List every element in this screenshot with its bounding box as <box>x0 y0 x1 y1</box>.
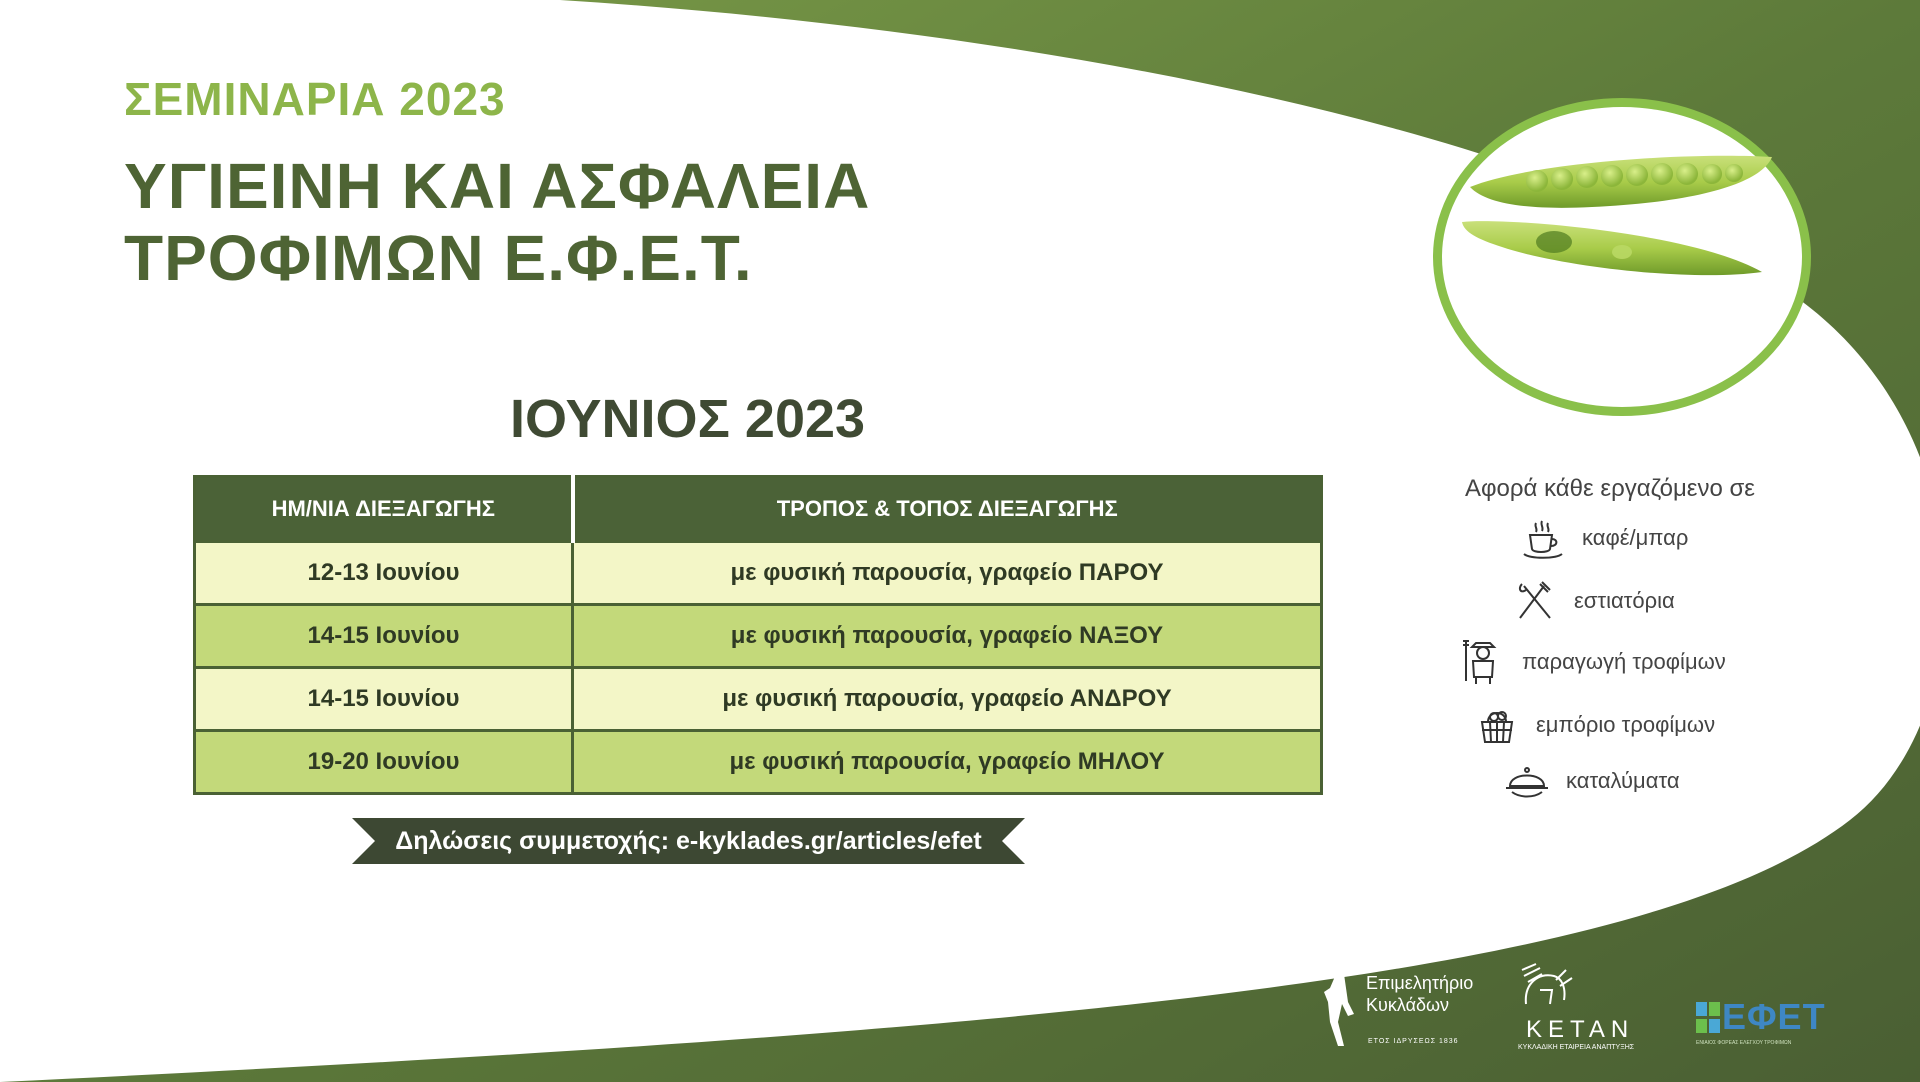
table-row <box>195 731 1322 794</box>
row-date: 14-15 Ιουνίου <box>195 668 573 731</box>
chamber-name-2: Κυκλάδων <box>1366 995 1450 1015</box>
schedule-table <box>193 475 1323 795</box>
chamber-founded: ΕΤΟΣ ΙΔΡΥΣΕΩΣ 1836 <box>1368 1038 1459 1045</box>
audience-label: εμπόριο τροφίμων <box>1536 712 1716 737</box>
chamber-runner-icon <box>1318 962 1358 1048</box>
serving-cloche-icon <box>1502 756 1552 806</box>
audience-item-accommodation <box>1502 756 1680 806</box>
row-place: με φυσική παρουσία, γραφείο ΝΑΞΟΥ <box>573 605 1322 668</box>
efet-subtitle: ΕΝΙΑΙΟΣ ΦΟΡΕΑΣ ΕΛΕΓΧΟΥ ΤΡΟΦΙΜΩΝ <box>1696 1040 1792 1046</box>
row-date: 19-20 Ιουνίου <box>195 731 573 794</box>
coffee-cup-icon <box>1518 513 1568 563</box>
audience-label: καταλύματα <box>1566 768 1680 793</box>
row-place: με φυσική παρουσία, γραφείο ΜΗΛΟΥ <box>573 731 1322 794</box>
registration-link[interactable]: Δηλώσεις συμμετοχής: e-kyklades.gr/articles/efet <box>395 827 982 855</box>
ketan-helmet-icon <box>1516 960 1576 1010</box>
table-row <box>195 542 1322 605</box>
chamber-logo-text <box>1366 972 1473 1016</box>
row-place: με φυσική παρουσία, γραφείο ΠΑΡΟΥ <box>573 542 1322 605</box>
audience-label: καφέ/μπαρ <box>1582 525 1689 550</box>
audience-item-food-trade <box>1472 700 1715 750</box>
header-place: ΤΡΟΠΟΣ & ΤΟΠΟΣ ΔΙΕΞΑΓΩΓΗΣ <box>573 477 1322 542</box>
seminars-kicker: ΣΕΜΙΝΑΡΙΑ 2023 <box>124 73 506 125</box>
efet-logo-text: ΕΦΕΤ <box>1722 996 1826 1037</box>
header-date: ΗΜ/ΝΙΑ ΔΙΕΞΑΓΩΓΗΣ <box>195 477 573 542</box>
table-row <box>195 605 1322 668</box>
row-date: 12-13 Ιουνίου <box>195 542 573 605</box>
page-title <box>124 150 870 294</box>
audience-label: εστιατόρια <box>1574 588 1675 613</box>
efet-leaf-icon <box>1694 1000 1722 1036</box>
ketan-logo-text: ΚΕΤΑΝ <box>1526 1016 1635 1043</box>
audience-item-cafe <box>1518 513 1688 563</box>
month-heading: ΙΟΥΝΙΟΣ 2023 <box>510 389 866 449</box>
title-line-1: ΥΓΙΕΙΝΗ ΚΑΙ ΑΣΦΑΛΕΙΑ <box>124 150 871 222</box>
ketan-subtitle: ΚΥΚΛΑΔΙΚΗ ΕΤΑΙΡΕΙΑ ΑΝΑΠΤΥΞΗΣ <box>1518 1044 1635 1051</box>
table-header-row <box>195 477 1322 542</box>
farmer-icon <box>1458 637 1508 687</box>
table-row <box>195 668 1322 731</box>
row-place: με φυσική παρουσία, γραφείο ΑΝΔΡΟΥ <box>573 668 1322 731</box>
row-date: 14-15 Ιουνίου <box>195 605 573 668</box>
audience-label: παραγωγή τροφίμων <box>1522 649 1726 674</box>
audience-intro: Αφορά κάθε εργαζόμενο σε <box>1464 475 1755 502</box>
title-line-2: ΤΡΟΦΙΜΩΝ Ε.Φ.Ε.Τ. <box>124 222 753 294</box>
pea-pod-image <box>1442 107 1802 407</box>
shopping-basket-icon <box>1472 700 1522 750</box>
audience-item-food-production <box>1458 637 1726 687</box>
audience-item-restaurants <box>1510 576 1675 626</box>
chamber-name-1: Επιμελητήριο <box>1366 973 1474 993</box>
fork-knife-icon <box>1510 576 1560 626</box>
